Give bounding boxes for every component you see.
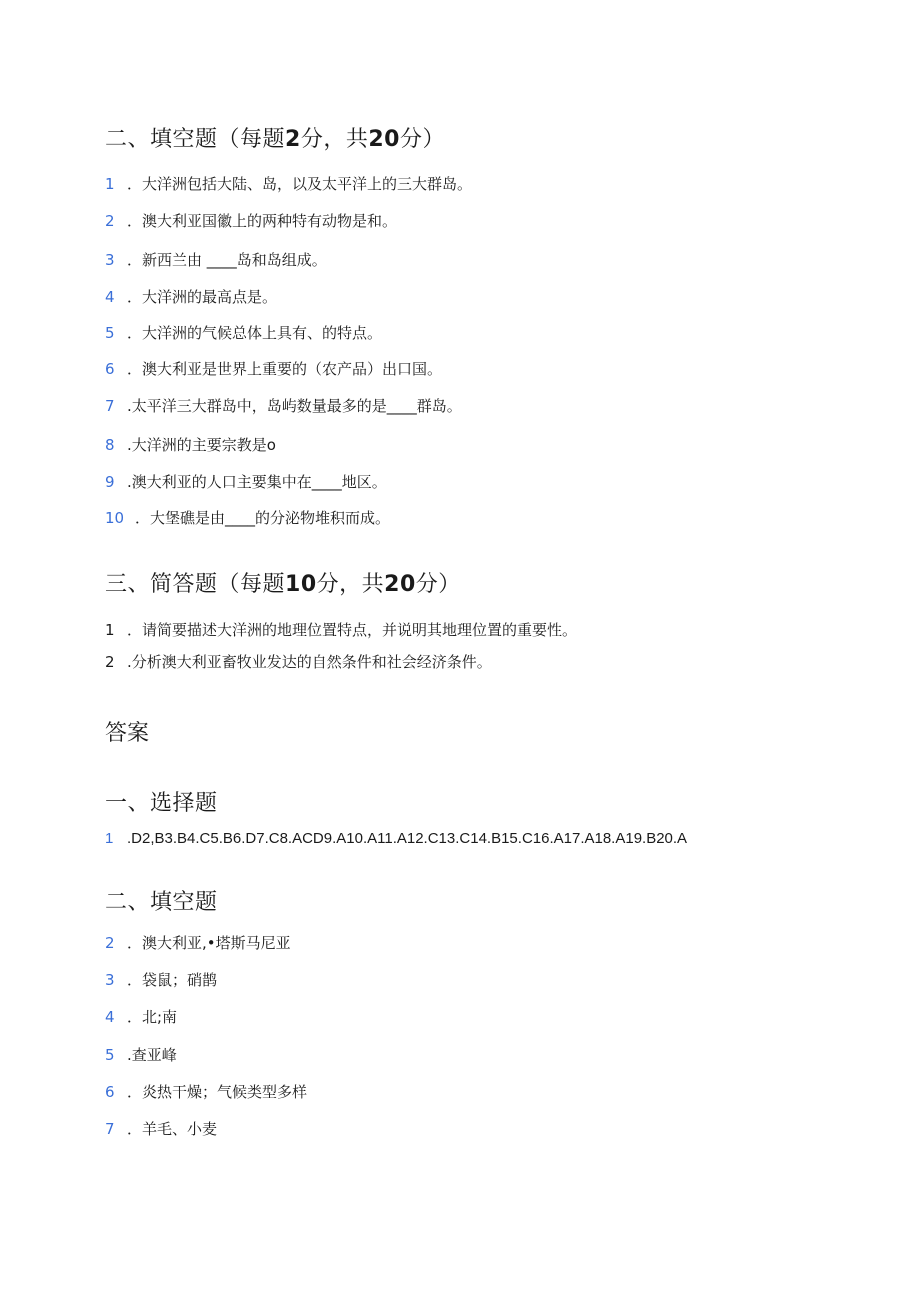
question-text: ．大洋洲的气候总体上具有、的特点。 bbox=[127, 324, 383, 342]
short-section-heading bbox=[105, 567, 461, 598]
fill-question bbox=[105, 472, 387, 492]
answer-text: ．羊毛、小麦 bbox=[127, 1120, 218, 1138]
fill-answers-heading: 二、填空题 bbox=[105, 890, 218, 915]
fill-question bbox=[105, 396, 462, 416]
answer-number: 1 bbox=[105, 830, 114, 847]
fill-question bbox=[105, 287, 277, 307]
fill-answer bbox=[105, 1119, 217, 1139]
short-heading-num1: 10 bbox=[285, 572, 317, 597]
answer-text: ．澳大利亚,•塔斯马尼亚 bbox=[127, 934, 291, 952]
fill-question bbox=[105, 508, 390, 528]
answer-text: ．北;南 bbox=[127, 1008, 178, 1026]
fill-heading-mid: 分，共 bbox=[300, 127, 369, 152]
question-text: .澳大利亚的人口主要集中在____地区。 bbox=[127, 473, 387, 491]
question-text: ．请简要描述大洋洲的地理位置特点，并说明其地理位置的重要性。 bbox=[127, 621, 578, 639]
fill-question bbox=[105, 359, 442, 379]
question-number: 10 bbox=[105, 509, 125, 527]
question-text: .大洋洲的主要宗教是o bbox=[127, 436, 276, 454]
fill-heading-main: 二、填空题（每题 bbox=[105, 127, 286, 152]
answer-text: .查亚峰 bbox=[127, 1046, 177, 1064]
fill-question bbox=[105, 250, 327, 270]
short-question bbox=[105, 652, 492, 672]
question-number: 8 bbox=[105, 436, 115, 454]
fill-answer bbox=[105, 970, 217, 990]
fill-heading-num2: 20 bbox=[368, 127, 400, 152]
question-text: .太平洋三大群岛中，岛屿数量最多的是____群岛。 bbox=[127, 397, 462, 415]
question-number: 6 bbox=[105, 360, 115, 378]
choice-answers-heading: 一、选择题 bbox=[105, 791, 218, 816]
question-number: 7 bbox=[105, 397, 115, 415]
answer-number: 4 bbox=[105, 1008, 115, 1026]
question-text: .分析澳大利亚畜牧业发达的自然条件和社会经济条件。 bbox=[127, 653, 492, 671]
answer-number: 7 bbox=[105, 1120, 115, 1138]
choice-answers-line bbox=[105, 829, 687, 849]
answer-number: 5 bbox=[105, 1046, 115, 1064]
question-number: 1 bbox=[105, 621, 115, 639]
fill-answer bbox=[105, 1082, 307, 1102]
answer-number: 3 bbox=[105, 971, 115, 989]
question-text: ．新西兰由 ____岛和岛组成。 bbox=[127, 251, 327, 269]
question-number: 9 bbox=[105, 473, 115, 491]
question-text: ．澳大利亚国徽上的两种特有动物是和。 bbox=[127, 212, 398, 230]
question-number: 1 bbox=[105, 175, 115, 193]
short-heading-num2: 20 bbox=[384, 572, 416, 597]
short-question bbox=[105, 620, 577, 640]
answer-text: .D2,B3.B4.C5.B6.D7.C8.ACD9.A10.A11.A12.C13.C14.B15.C16.A17.A18.A19.B20.A bbox=[127, 830, 688, 847]
fill-heading-end: 分） bbox=[399, 127, 445, 152]
question-number: 3 bbox=[105, 251, 115, 269]
answer-number: 6 bbox=[105, 1083, 115, 1101]
fill-answer bbox=[105, 1045, 177, 1065]
question-text: ．大堡礁是由____的分泌物堆积而成。 bbox=[135, 509, 391, 527]
fill-question bbox=[105, 435, 276, 455]
question-text: ．澳大利亚是世界上重要的（农产品）出口国。 bbox=[127, 360, 443, 378]
short-heading-main: 三、简答题（每题 bbox=[105, 572, 286, 597]
short-heading-mid: 分，共 bbox=[316, 572, 385, 597]
question-number: 2 bbox=[105, 212, 115, 230]
fill-section-heading bbox=[105, 122, 445, 153]
answer-text: ．袋鼠；硝鹊 bbox=[127, 971, 218, 989]
fill-answer bbox=[105, 1007, 177, 1027]
question-number: 5 bbox=[105, 324, 115, 342]
fill-question bbox=[105, 174, 472, 194]
answer-text: ．炎热干燥；气候类型多样 bbox=[127, 1083, 308, 1101]
answers-title: 答案 bbox=[105, 721, 150, 746]
fill-answer bbox=[105, 933, 291, 953]
fill-question bbox=[105, 211, 397, 231]
question-number: 4 bbox=[105, 288, 115, 306]
question-text: ．大洋洲的最高点是。 bbox=[127, 288, 278, 306]
question-number: 2 bbox=[105, 653, 115, 671]
answer-number: 2 bbox=[105, 934, 115, 952]
fill-question bbox=[105, 323, 382, 343]
question-text: ．大洋洲包括大陆、岛，以及太平洋上的三大群岛。 bbox=[127, 175, 473, 193]
short-heading-end: 分） bbox=[415, 572, 461, 597]
fill-heading-num1: 2 bbox=[285, 127, 301, 152]
